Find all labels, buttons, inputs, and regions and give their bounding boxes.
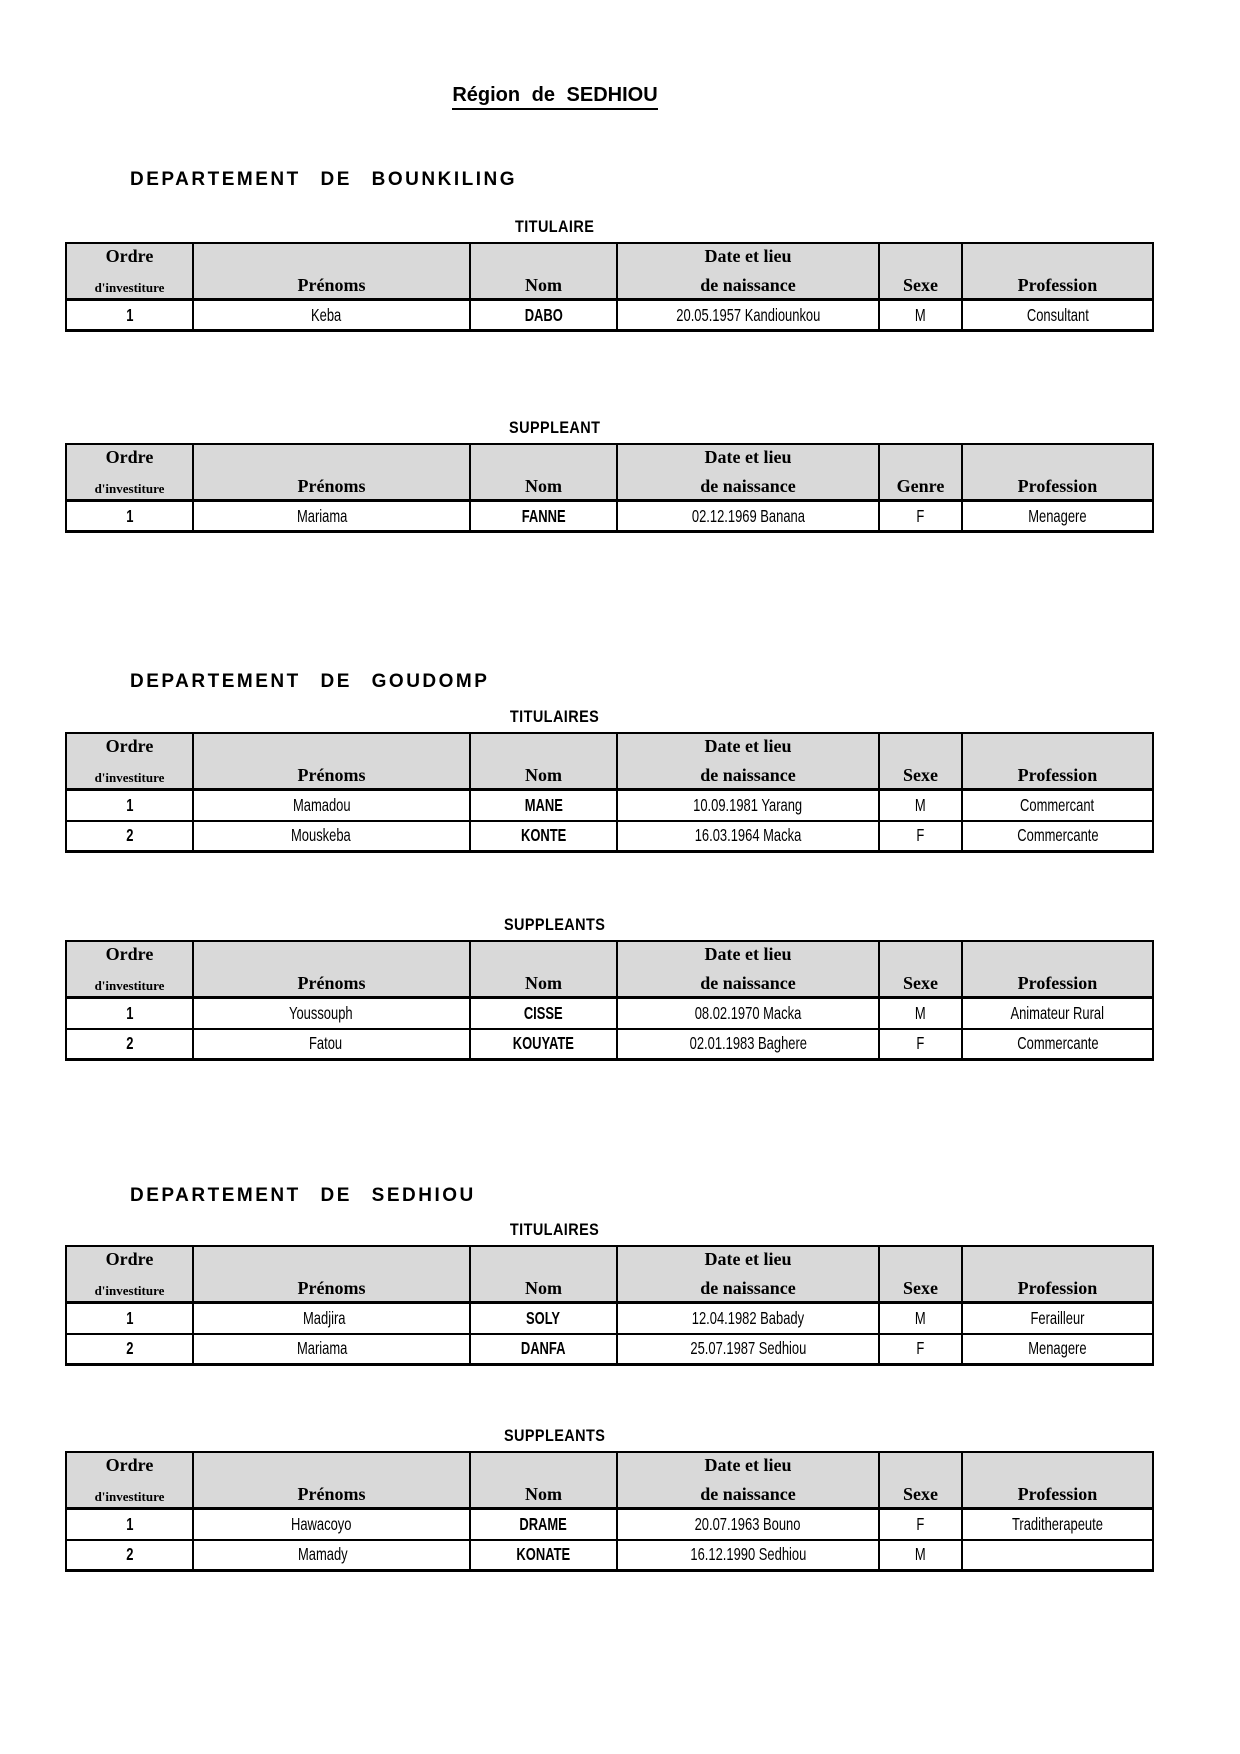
cell-naissance: 02.12.1969 Banana [617,501,879,532]
cell-sexe: M [879,790,962,821]
header-naissance: Date et lieu de naissance [617,243,879,300]
cell-prenoms: Youssouph [193,998,470,1029]
cell-prenoms: Mamady [193,1540,470,1571]
table-row [66,1334,1153,1365]
cell-profession: Menagere [962,501,1153,532]
table-row [66,821,1153,852]
cell-sexe: F [879,821,962,852]
cell-nom: MANE [470,790,617,821]
header-naissance: Date et lieu de naissance [617,1246,879,1303]
header-profession: Profession [962,243,1153,300]
department-heading-bounkiling: DEPARTEMENT DE BOUNKILING [130,169,517,190]
cell-ordre: 1 [66,1303,193,1334]
cell-prenoms: Mariama [193,1334,470,1365]
header-sexe: Sexe [879,941,962,998]
header-prenoms: Prénoms [193,243,470,300]
cell-ordre: 2 [66,1540,193,1571]
cell-naissance: 10.09.1981 Yarang [617,790,879,821]
roster-table-goudomp-titulaires [65,732,1154,853]
table-row [66,1303,1153,1334]
cell-naissance: 20.07.1963 Bouno [617,1509,879,1540]
cell-prenoms: Hawacoyo [193,1509,470,1540]
cell-profession: Consultant [962,300,1153,331]
header-ordre: Ordre d'investiture [66,733,193,790]
cell-naissance: 16.03.1964 Macka [617,821,879,852]
cell-prenoms: Mouskeba [193,821,470,852]
cell-profession: Commercante [962,1029,1153,1060]
header-prenoms: Prénoms [193,733,470,790]
cell-sexe: F [879,501,962,532]
cell-ordre: 1 [66,998,193,1029]
table-label-suppleants: SUPPLEANTS [504,915,606,934]
table-row [66,1540,1153,1571]
cell-profession [962,1540,1153,1571]
header-naissance: Date et lieu de naissance [617,941,879,998]
cell-prenoms: Fatou [193,1029,470,1060]
cell-ordre: 2 [66,1029,193,1060]
header-ordre: Ordre d'investiture [66,1246,193,1303]
header-ordre: Ordre d'investiture [66,444,193,501]
page-title [0,84,1110,107]
header-nom: Nom [470,941,617,998]
cell-naissance: 02.01.1983 Baghere [617,1029,879,1060]
cell-naissance: 08.02.1970 Macka [617,998,879,1029]
cell-ordre: 1 [66,790,193,821]
table-row [66,300,1153,331]
header-row [66,941,1153,998]
table-label-titulaires: TITULAIRES [510,1220,600,1239]
header-naissance: Date et lieu de naissance [617,733,879,790]
table-label-titulaires: TITULAIRES [510,707,600,726]
header-genre: Genre [879,444,962,501]
cell-ordre: 1 [66,1509,193,1540]
cell-prenoms: Keba [193,300,470,331]
roster-table-sedhiou-titulaires [65,1245,1154,1366]
header-nom: Nom [470,1452,617,1509]
cell-ordre: 2 [66,821,193,852]
cell-nom: DANFA [470,1334,617,1365]
table-row [66,1509,1153,1540]
cell-profession: Menagere [962,1334,1153,1365]
header-profession: Profession [962,733,1153,790]
department-heading-goudomp: DEPARTEMENT DE GOUDOMP [130,671,490,692]
header-ordre: Ordre d'investiture [66,1452,193,1509]
header-naissance: Date et lieu de naissance [617,444,879,501]
header-naissance: Date et lieu de naissance [617,1452,879,1509]
table-row [66,501,1153,532]
cell-nom: DRAME [470,1509,617,1540]
cell-nom: SOLY [470,1303,617,1334]
cell-profession: Traditherapeute [962,1509,1153,1540]
table-row [66,790,1153,821]
cell-prenoms: Mamadou [193,790,470,821]
cell-profession: Commercante [962,821,1153,852]
header-profession: Profession [962,1452,1153,1509]
cell-nom: KONATE [470,1540,617,1571]
cell-ordre: 1 [66,300,193,331]
header-nom: Nom [470,1246,617,1303]
table-label-suppleants: SUPPLEANTS [504,1426,606,1445]
header-prenoms: Prénoms [193,941,470,998]
header-nom: Nom [470,243,617,300]
header-prenoms: Prénoms [193,444,470,501]
cell-sexe: M [879,1303,962,1334]
cell-sexe: F [879,1509,962,1540]
header-row [66,1246,1153,1303]
table-label-titulaire: TITULAIRE [515,217,595,236]
header-prenoms: Prénoms [193,1452,470,1509]
cell-prenoms: Mariama [193,501,470,532]
cell-naissance: 25.07.1987 Sedhiou [617,1334,879,1365]
header-profession: Profession [962,941,1153,998]
cell-sexe: M [879,998,962,1029]
header-row [66,444,1153,501]
cell-ordre: 1 [66,501,193,532]
table-row [66,998,1153,1029]
header-sexe: Sexe [879,1246,962,1303]
cell-sexe: F [879,1029,962,1060]
header-row [66,1452,1153,1509]
header-ordre: Ordre d'investiture [66,941,193,998]
cell-nom: KOUYATE [470,1029,617,1060]
header-row [66,243,1153,300]
page-title-text: Région de SEDHIOU [452,84,657,110]
cell-naissance: 16.12.1990 Sedhiou [617,1540,879,1571]
roster-table-goudomp-suppleants [65,940,1154,1061]
cell-sexe: F [879,1334,962,1365]
roster-table-sedhiou-suppleants [65,1451,1154,1572]
cell-naissance: 20.05.1957 Kandiounkou [617,300,879,331]
header-nom: Nom [470,444,617,501]
table-label-suppleant: SUPPLEANT [509,418,601,437]
header-sexe: Sexe [879,1452,962,1509]
header-profession: Profession [962,444,1153,501]
cell-ordre: 2 [66,1334,193,1365]
cell-profession: Ferailleur [962,1303,1153,1334]
header-prenoms: Prénoms [193,1246,470,1303]
cell-sexe: M [879,300,962,331]
roster-table-bounkiling-titulaire [65,242,1154,332]
header-row [66,733,1153,790]
cell-nom: DABO [470,300,617,331]
roster-table-bounkiling-suppleant [65,443,1154,533]
cell-naissance: 12.04.1982 Babady [617,1303,879,1334]
department-heading-sedhiou: DEPARTEMENT DE SEDHIOU [130,1185,476,1206]
cell-sexe: M [879,1540,962,1571]
cell-nom: FANNE [470,501,617,532]
header-nom: Nom [470,733,617,790]
cell-profession: Animateur Rural [962,998,1153,1029]
cell-nom: CISSE [470,998,617,1029]
cell-nom: KONTE [470,821,617,852]
header-profession: Profession [962,1246,1153,1303]
header-sexe: Sexe [879,733,962,790]
header-ordre: Ordre d'investiture [66,243,193,300]
header-sexe: Sexe [879,243,962,300]
table-row [66,1029,1153,1060]
cell-profession: Commercant [962,790,1153,821]
cell-prenoms: Madjira [193,1303,470,1334]
